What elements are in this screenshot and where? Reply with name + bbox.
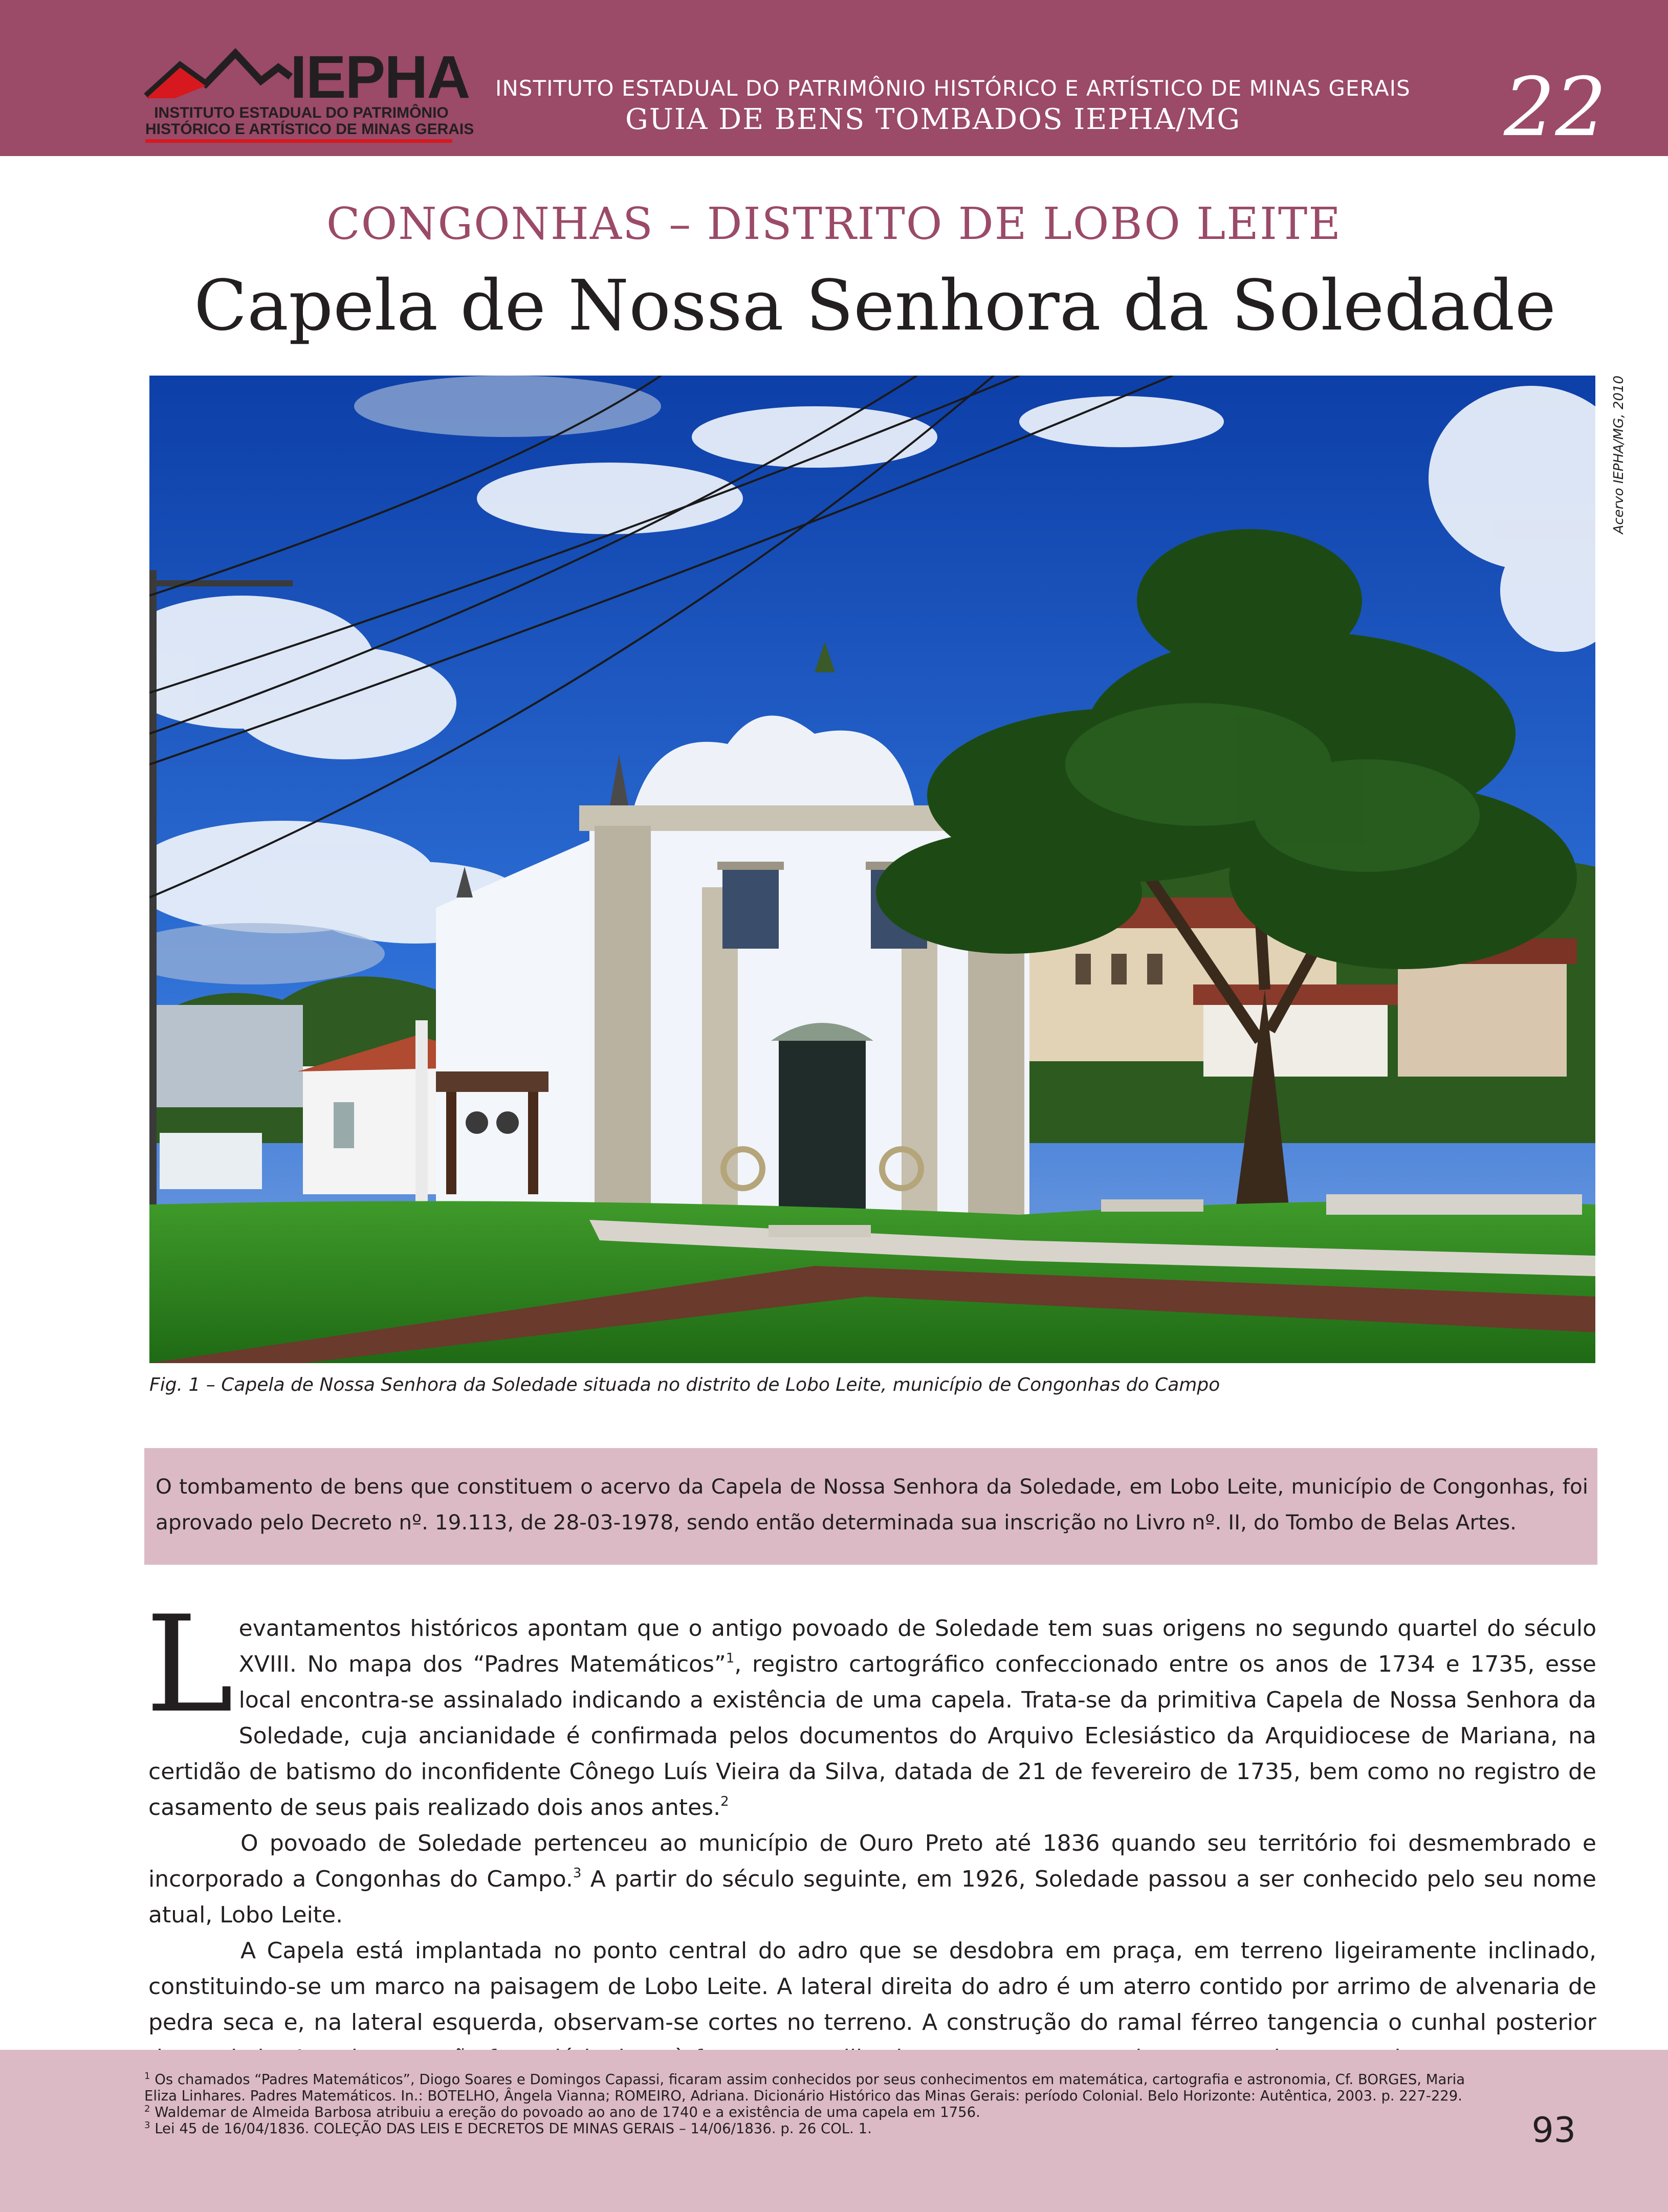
- chapel-photo: [149, 376, 1595, 1363]
- drop-cap: L: [145, 1588, 234, 1742]
- page-number: 93: [1531, 2110, 1576, 2151]
- footnote-1-mark: 1: [144, 2071, 150, 2082]
- footnote-2-text: Waldemar de Almeida Barbosa atribuiu a ereção do povoado ao ano de 1740 e a existência de uma capela em 1756.: [150, 2104, 980, 2120]
- header-institute-name: INSTITUTO ESTADUAL DO PATRIMÔNIO HISTÓRICO E ARTÍSTICO DE MINAS GERAIS: [495, 76, 1411, 101]
- header-band: [0, 0, 1668, 156]
- entry-number: 22: [1503, 60, 1607, 155]
- footnote-2: [144, 2104, 1495, 2120]
- body-paragraph-2: [148, 1826, 1596, 1933]
- body-p2-part1: O povoado de Soledade pertenceu ao município de Ouro Preto até 1836 quando seu território foi desmembrado e incorporado a Congonhas do Campo.: [148, 1830, 1596, 1892]
- mountain-logo-icon: [144, 47, 293, 103]
- body-paragraph-1: [145, 1588, 1596, 1826]
- page-title: Capela de Nossa Senhora da Soledade: [193, 266, 1556, 346]
- listing-summary-box: [144, 1448, 1597, 1565]
- iepha-logo: [144, 43, 474, 144]
- logo-underline: [145, 139, 452, 143]
- header-guide-title: GUIA DE BENS TOMBADOS IEPHA/MG: [625, 103, 1241, 136]
- photo-credit-text: Acervo IEPHA/MG, 2010: [1611, 376, 1627, 534]
- footnote-ref-1: 1: [726, 1651, 735, 1666]
- body-paragraph-3: A Capela está implantada no ponto central do adro que se desdobra em praça, em terreno ligeiramente inclinado, constituindo-se um marco na paisagem de Lobo Leite. A lateral direita do adro é um aterro contido por arrimo de alvenaria de pedra seca e, na lateral esquerda, observam-se cortes no terreno. A construção do ramal férreo tangencia o cunhal posterior: [148, 1938, 1596, 2035]
- footnote-1: [144, 2071, 1495, 2104]
- footnote-3-text: Lei 45 de 16/04/1836. COLEÇÃO DAS LEIS E DECRETOS DE MINAS GERAIS – 14/06/1836. p. 26 COL. 1.: [150, 2120, 872, 2137]
- footnote-ref-2: 2: [720, 1794, 729, 1809]
- listing-summary-text: O tombamento de bens que constituem o acervo da Capela de Nossa Senhora da Soledade, em Lobo Leite, município de Congonhas, foi aprovado pelo Decreto nº. 19.113, de 28-03-1978, sendo então determinada sua inscrição no Livro nº. II, do Tombo de Belas Artes.: [156, 1474, 1588, 1535]
- article-body: [145, 1588, 1596, 2076]
- footnote-3-mark: 3: [144, 2120, 150, 2131]
- logo-subtitle-line1: INSTITUTO ESTADUAL DO PATRIMÔNIO: [154, 104, 449, 121]
- body-p1-part1: evantamentos históricos apontam que o antigo povoado de Soledade tem suas origens no segundo quartel do século XVIII. No mapa dos “Padres Matemáticos”: [238, 1615, 1596, 1677]
- figure-caption: Fig. 1 – Capela de Nossa Senhora da Soledade situada no distrito de Lobo Leite, município de Congonhas do Campo: [149, 1374, 1220, 1395]
- photo-credit: [1607, 376, 1627, 544]
- footnote-2-mark: 2: [144, 2104, 150, 2114]
- footnote-3: [144, 2120, 1495, 2137]
- chapel-illustration: [149, 376, 1595, 1363]
- logo-subtitle-line2: HISTÓRICO E ARTÍSTICO DE MINAS GERAIS: [145, 121, 474, 138]
- logo-wordmark: IEPHA: [290, 43, 470, 111]
- footer-band: [0, 2050, 1668, 2212]
- body-p2-part2: A partir do século seguinte, em 1926, Soledade passou a ser conhecido pelo seu nome atual, Lobo Leite.: [148, 1866, 1596, 1928]
- footnote-1-text: Os chamados “Padres Matemáticos”, Diogo Soares e Domingos Capassi, ficaram assim conhecidos por seus conhecimentos em matemática, cartografia e astronomia, Cf. BORGES, Maria Eliza Linhares. Padres Matemáticos. In.: BOTELHO, Ângela Vianna; ROMEIRO, Adriana. Dicionário Histórico das Minas Gerais: período Colonial. Belo Horizonte: Autêntica, 2003. p. 227-229.: [144, 2071, 1465, 2104]
- footnote-ref-3: 3: [573, 1866, 582, 1881]
- footnotes: [144, 2071, 1495, 2137]
- body-p1-part2: , registro cartográfico confeccionado entre os anos de 1734 e 1735, esse local encontra-se assinalado indicando a existência de uma capela. Trata-se da primitiva Capela de Nossa Senhora da Soledade, cuja ancianidade é confirmada pelos documentos do Arquivo Eclesiástico da Arquidiocese de Mariana, na certidão de batismo do inconfidente Cônego Luís Vieira da Silva, datada de 21 de fevereiro de 1735, bem como no registro de casamento de seus pais realizado dois anos antes.: [148, 1651, 1596, 1821]
- location-subtitle: CONGONHAS – DISTRITO DE LOBO LEITE: [326, 199, 1342, 250]
